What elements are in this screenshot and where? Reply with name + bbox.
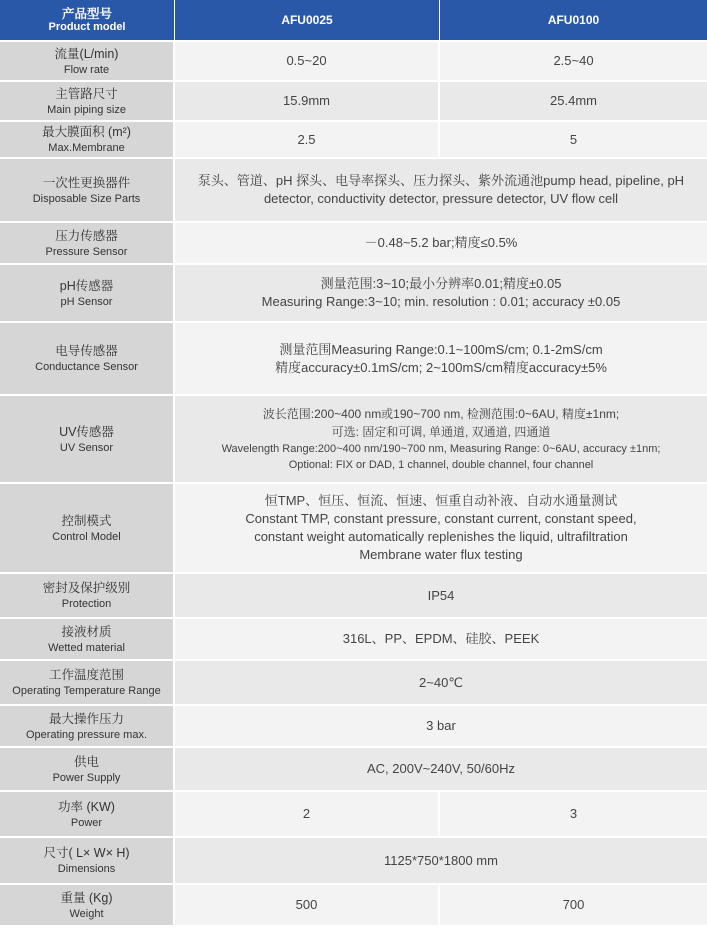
table-row	[0, 221, 707, 263]
value-line: 316L、PP、EPDM、硅胶、PEEK	[342, 631, 540, 646]
row-label-zh: 一次性更换器件	[42, 175, 131, 190]
header-model-2: AFU0100	[440, 0, 707, 40]
table-row	[0, 482, 707, 572]
value-line: 可选: 固定和可调, 单通道, 双通道, 四通道	[331, 425, 551, 439]
row-label-en: Operating Temperature Range	[12, 685, 161, 697]
table-row	[0, 746, 707, 790]
row-label-zh: 电导传感器	[55, 344, 118, 358]
row-label	[0, 221, 175, 263]
row-label	[0, 120, 175, 157]
value-shared	[175, 263, 707, 321]
table-row	[0, 321, 707, 394]
value-line: Constant TMP, constant pressure, constant current, constant speed,	[245, 511, 637, 526]
value-afu0100: 3	[440, 790, 707, 836]
value-afu0025: 0.5~20	[175, 40, 440, 80]
value-line: detector, conductivity detector, pressure detector, UV flow cell	[263, 191, 619, 206]
row-label-en: Wetted material	[48, 641, 125, 654]
row-label-zh: 功率 (KW)	[58, 799, 115, 814]
row-label	[0, 883, 175, 925]
table-row	[0, 704, 707, 746]
header-label-en: Product model	[48, 20, 126, 33]
value-line: constant weight automatically replenishes the liquid, ultrafiltration	[254, 529, 628, 544]
table-row	[0, 80, 707, 120]
row-label-zh: 重量 (Kg)	[60, 890, 113, 905]
value-shared	[175, 617, 707, 659]
table-row	[0, 40, 707, 80]
row-label-en: Power Supply	[52, 771, 121, 784]
value-line: 波长范围:200~400 nm或190~700 nm, 检测范围:0~6AU, 精度±1nm;	[262, 407, 620, 421]
row-label	[0, 572, 175, 617]
value-line: AC, 200V~240V, 50/60Hz	[366, 761, 516, 776]
table-row	[0, 572, 707, 617]
value-line: －0.48~5.2 bar;精度≤0.5%	[364, 235, 518, 250]
table-row	[0, 617, 707, 659]
row-label-en: Max.Membrane	[48, 142, 125, 154]
value-shared	[175, 221, 707, 263]
value-line: Optional: FIX or DAD, 1 channel, double channel, four channel	[288, 459, 594, 471]
row-label-en: Operating pressure max.	[25, 728, 148, 741]
value-line: 测量范围:3~10;最小分辨率0.01;精度±0.05	[320, 276, 562, 291]
row-label	[0, 704, 175, 746]
row-label	[0, 157, 175, 221]
value-shared	[175, 746, 707, 790]
value-shared	[175, 572, 707, 617]
row-label-en: Weight	[69, 907, 104, 920]
header-row	[0, 0, 707, 40]
row-label-zh: 供电	[73, 754, 99, 769]
row-label	[0, 80, 175, 120]
table-row	[0, 394, 707, 482]
row-label-zh: 工作温度范围	[48, 668, 124, 682]
row-label-en: Main piping size	[47, 103, 126, 116]
value-afu0100: 25.4mm	[440, 80, 707, 120]
row-label-en: Disposable Size Parts	[32, 192, 141, 205]
row-label	[0, 394, 175, 482]
row-label-zh: 密封及保护级别	[42, 581, 131, 595]
value-shared	[175, 704, 707, 746]
row-label	[0, 659, 175, 704]
value-shared	[175, 659, 707, 704]
value-afu0025: 15.9mm	[175, 80, 440, 120]
row-label	[0, 263, 175, 321]
row-label-en: Pressure Sensor	[45, 245, 128, 258]
value-shared	[175, 394, 707, 482]
row-label-zh: 最大膜面积 (m²)	[42, 125, 131, 139]
row-label	[0, 40, 175, 80]
row-label-zh: 压力传感器	[55, 228, 118, 243]
table-row	[0, 883, 707, 925]
value-afu0100: 2.5~40	[440, 40, 707, 80]
value-shared	[175, 321, 707, 394]
row-label-en: pH Sensor	[60, 295, 113, 308]
value-line: Measuring Range:3~10; min. resolution : 0.01; accuracy ±0.05	[261, 294, 621, 309]
table-row	[0, 836, 707, 883]
row-label-en: UV Sensor	[59, 441, 114, 454]
value-afu0025: 2.5	[175, 120, 440, 157]
value-line: 2~40℃	[419, 674, 463, 690]
row-label-zh: 流量(L/min)	[54, 46, 119, 61]
row-label	[0, 790, 175, 836]
value-shared	[175, 157, 707, 221]
value-line: Membrane water flux testing	[359, 547, 523, 562]
table-row	[0, 659, 707, 704]
row-label-zh: 主管路尺寸	[55, 86, 118, 101]
row-label-en: Flow rate	[63, 63, 110, 76]
table-row	[0, 790, 707, 836]
value-afu0100: 5	[440, 120, 707, 157]
row-label-zh: 尺寸( L× W× H)	[43, 846, 130, 860]
row-label-zh: 接液材质	[61, 624, 112, 639]
row-label-zh: 最大操作压力	[48, 711, 124, 726]
value-afu0025: 500	[175, 883, 440, 925]
value-afu0025: 2	[175, 790, 440, 836]
value-line: 测量范围Measuring Range:0.1~100mS/cm; 0.1-2mS/cm	[279, 341, 603, 357]
row-label-en: Power	[70, 816, 103, 829]
row-label-en: Protection	[61, 598, 112, 610]
header-model-1: AFU0025	[175, 0, 440, 40]
value-line: 泵头、管道、pH 探头、电导率探头、压力探头、紫外流通池pump head, pipeline, pH	[197, 173, 685, 188]
row-label-zh: UV传感器	[59, 424, 114, 439]
row-label	[0, 617, 175, 659]
row-label	[0, 836, 175, 883]
value-line: Wavelength Range:200~400 nm/190~700 nm, Measuring Range: 0~6AU, accuracy ±1nm;	[221, 443, 661, 455]
value-line: 3 bar	[426, 718, 456, 733]
value-shared	[175, 836, 707, 883]
table-row	[0, 157, 707, 221]
row-label-en: Control Model	[52, 530, 121, 543]
value-shared	[175, 482, 707, 572]
value-line: 恒TMP、恒压、恒流、恒速、恒重自动补液、自动水通量测试	[264, 493, 618, 508]
row-label	[0, 321, 175, 394]
row-label-zh: pH传感器	[59, 278, 114, 293]
value-line: IP54	[427, 587, 455, 603]
row-label-zh: 控制模式	[61, 513, 112, 528]
row-label-en: Conductance Sensor	[35, 361, 138, 373]
row-label	[0, 746, 175, 790]
table-row	[0, 263, 707, 321]
header-label-cell	[0, 0, 175, 40]
header-label-zh: 产品型号	[61, 6, 112, 21]
table-row	[0, 120, 707, 157]
value-line: 1125*750*1800 mm	[384, 852, 498, 868]
value-line: 精度accuracy±0.1mS/cm; 2~100mS/cm精度accuracy±5%	[275, 359, 607, 375]
row-label	[0, 482, 175, 572]
row-label-en: Dimensions	[57, 863, 116, 875]
value-afu0100: 700	[440, 883, 707, 925]
